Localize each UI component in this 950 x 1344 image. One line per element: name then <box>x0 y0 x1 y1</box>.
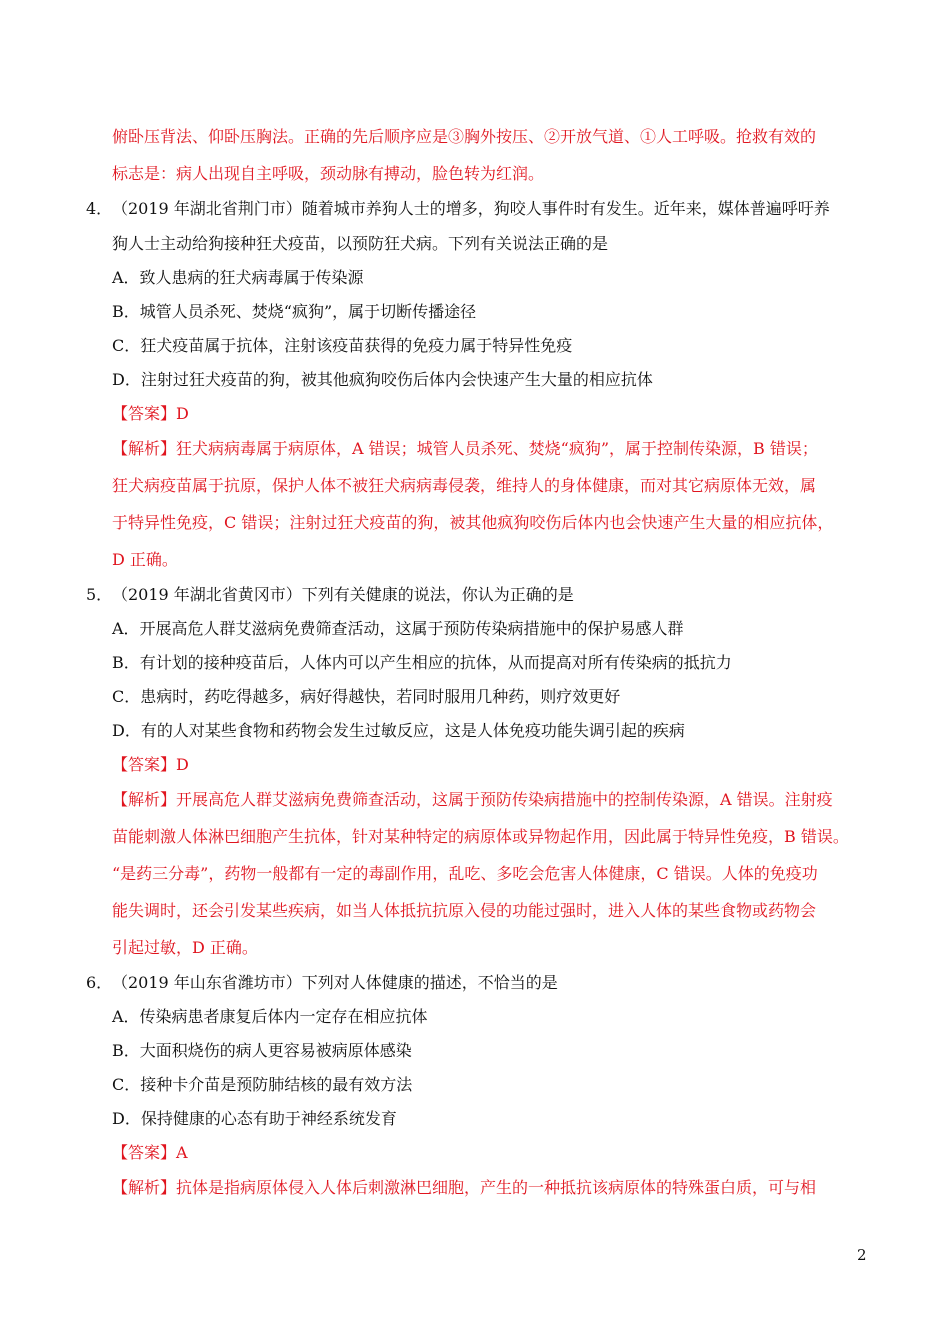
answer: 【答案】D <box>112 404 189 423</box>
option-a: A．致人患病的狂犬病毒属于传染源 <box>112 268 364 287</box>
question-stem: （2019 年山东省潍坊市）下列对人体健康的描述，不恰当的是 <box>112 973 558 992</box>
analysis-line: “是药三分毒”，药物一般都有一定的毒副作用，乱吃、多吃会危害人体健康，C 错误。人体的免疫功 <box>112 864 818 883</box>
answer: 【答案】A <box>112 1143 188 1162</box>
analysis-line: 【解析】狂犬病病毒属于病原体，A 错误；城管人员杀死、焚烧“疯狗”，属于控制传染源，B 错误； <box>112 439 818 458</box>
option-d: D．保持健康的心态有助于神经系统发育 <box>112 1109 397 1128</box>
analysis-line: D 正确。 <box>112 550 178 569</box>
analysis-line: 标志是：病人出现自主呼吸，颈动脉有搏动，脸色转为红润。 <box>112 164 545 183</box>
question-stem: （2019 年湖北省荆门市）随着城市养狗人士的增多，狗咬人事件时有发生。近年来，媒体普遍呼吁养 <box>112 199 830 218</box>
analysis-line: 狂犬病疫苗属于抗原，保护人体不被狂犬病病毒侵袭，维持人的身体健康，而对其它病原体无效，属 <box>112 476 817 495</box>
answer: 【答案】D <box>112 755 189 774</box>
question-number: 6． <box>86 973 113 992</box>
analysis-line: 能失调时，还会引发某些疾病，如当人体抵抗抗原入侵的功能过强时，进入人体的某些食物或药物会 <box>112 901 817 920</box>
question-number: 4． <box>86 199 113 218</box>
analysis-line: 【解析】开展高危人群艾滋病免费筛查活动，这属于预防传染病措施中的控制传染源，A 错误。注射疫 <box>112 790 833 809</box>
analysis-line: 【解析】抗体是指病原体侵入人体后刺激淋巴细胞，产生的一种抵抗该病原体的特殊蛋白质，可与相 <box>112 1178 817 1197</box>
question-stem: 狗人士主动给狗接种狂犬疫苗，以预防狂犬病。下列有关说法正确的是 <box>112 234 609 253</box>
question-stem: （2019 年湖北省黄冈市）下列有关健康的说法，你认为正确的是 <box>112 585 574 604</box>
analysis-line: 苗能刺激人体淋巴细胞产生抗体，针对某种特定的病原体或异物起作用，因此属于特异性免疫，B 错误。 <box>112 827 849 846</box>
analysis-line: 引起过敏，D 正确。 <box>112 938 258 957</box>
option-b: B．城管人员杀死、焚烧“疯狗”，属于切断传播途径 <box>112 302 477 321</box>
option-d: D．注射过狂犬疫苗的狗，被其他疯狗咬伤后体内会快速产生大量的相应抗体 <box>112 370 653 389</box>
analysis-line: 于特异性免疫，C 错误；注射过狂犬疫苗的狗，被其他疯狗咬伤后体内也会快速产生大量的相应抗体， <box>112 513 834 532</box>
page-number: 2 <box>857 1246 867 1264</box>
option-b: B．大面积烧伤的病人更容易被病原体感染 <box>112 1041 412 1060</box>
analysis-line: 俯卧压背法、仰卧压胸法。正确的先后顺序应是③胸外按压、②开放气道、①人工呼吸。抢救有效的 <box>112 127 817 146</box>
option-c: C．狂犬疫苗属于抗体，注射该疫苗获得的免疫力属于特异性免疫 <box>112 336 573 355</box>
option-d: D．有的人对某些食物和药物会发生过敏反应，这是人体免疫功能失调引起的疾病 <box>112 721 685 740</box>
option-a: A．开展高危人群艾滋病免费筛查活动，这属于预防传染病措施中的保护易感人群 <box>112 619 684 638</box>
option-c: C．接种卡介苗是预防肺结核的最有效方法 <box>112 1075 413 1094</box>
option-b: B．有计划的接种疫苗后，人体内可以产生相应的抗体，从而提高对所有传染病的抵抗力 <box>112 653 732 672</box>
option-c: C．患病时，药吃得越多，病好得越快，若同时服用几种药，则疗效更好 <box>112 687 621 706</box>
question-number: 5． <box>86 585 113 604</box>
option-a: A．传染病患者康复后体内一定存在相应抗体 <box>112 1007 428 1026</box>
